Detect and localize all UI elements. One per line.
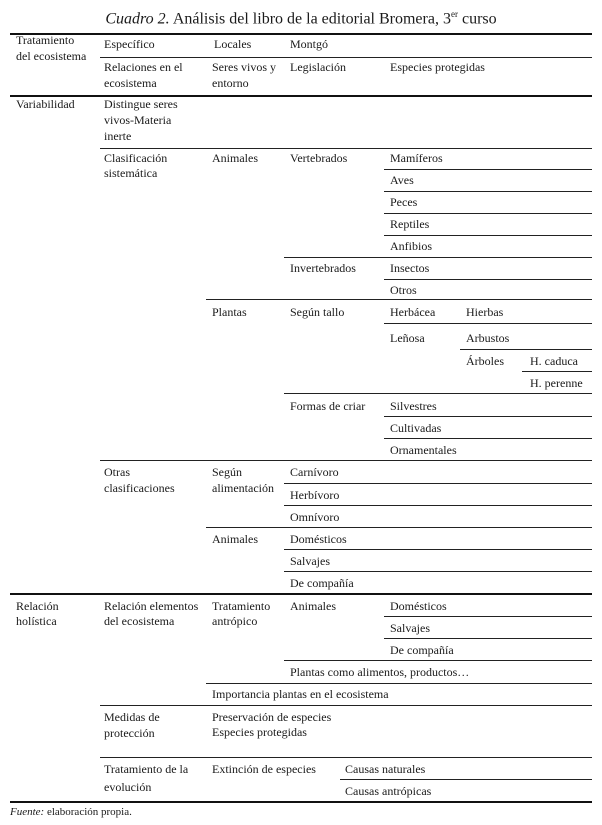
cell: Salvajes — [390, 621, 430, 635]
top-rule — [10, 33, 592, 35]
rule — [384, 213, 592, 214]
cell: Peces — [390, 195, 418, 209]
row-label: holística — [16, 614, 57, 628]
cell: Preservación de especies — [212, 710, 332, 724]
cell: Especies protegidas — [212, 725, 307, 739]
title-suffix: curso — [457, 10, 497, 28]
rule — [100, 148, 592, 149]
cell: Cultivadas — [390, 421, 442, 435]
cell: Legislación — [290, 60, 346, 74]
cell: antrópico — [212, 614, 258, 628]
cell: Formas de criar — [290, 399, 366, 413]
section-rule — [10, 593, 592, 595]
cell: Mamíferos — [390, 151, 443, 165]
cell: ecosistema — [104, 76, 157, 90]
cell: De compañía — [290, 576, 354, 590]
cell: Árboles — [466, 354, 504, 368]
cell: Anfibios — [390, 239, 432, 253]
cell: Leñosa — [390, 331, 425, 345]
cell: Reptiles — [390, 217, 430, 231]
rule — [284, 660, 592, 661]
source-note — [10, 804, 132, 820]
rule — [100, 757, 592, 758]
cell: Clasificación — [104, 151, 168, 165]
cell: Tratamiento — [212, 599, 271, 613]
source-label: Fuente: — [10, 806, 45, 818]
cell: Domésticos — [290, 532, 347, 546]
rule — [384, 438, 592, 439]
cell: Omnívoro — [290, 510, 340, 524]
rule — [460, 349, 592, 350]
cell: Herbácea — [390, 305, 436, 319]
rule — [384, 638, 592, 639]
cell: Especies protegidas — [390, 60, 485, 74]
rule — [384, 235, 592, 236]
rule — [384, 279, 592, 280]
cell: Específico — [104, 37, 155, 51]
rule — [284, 257, 592, 258]
cell: Animales — [290, 599, 336, 613]
row-label: Variabilidad — [16, 97, 75, 111]
cell: Según — [212, 465, 242, 479]
cell: evolución — [104, 780, 152, 794]
cell: Relación elementos — [104, 599, 199, 613]
cell: alimentación — [212, 481, 274, 495]
section-rule — [10, 95, 592, 97]
cell: Plantas — [212, 305, 247, 319]
cell: Locales — [214, 37, 252, 51]
row-label: Relación — [16, 599, 59, 613]
cell: vivos-Materia — [104, 113, 172, 127]
rule — [384, 169, 592, 170]
cell: Medidas de — [104, 710, 160, 724]
cell: Carnívoro — [290, 465, 339, 479]
cell: Aves — [390, 173, 414, 187]
cell: Ornamentales — [390, 443, 457, 457]
rule — [206, 683, 592, 684]
cell: H. caduca — [530, 354, 578, 368]
rule — [384, 191, 592, 192]
title-text: Análisis del libro de la editorial Bromera, 3 — [172, 10, 451, 28]
cell: Silvestres — [390, 399, 437, 413]
cell: Montgó — [290, 37, 329, 51]
cell: del ecosistema — [104, 614, 175, 628]
rule — [384, 323, 592, 324]
table-title — [0, 4, 602, 29]
cell: sistemática — [104, 166, 158, 180]
cell: De compañía — [390, 643, 454, 657]
cell: Otras — [104, 465, 130, 479]
rule — [284, 571, 592, 572]
cell: Extinción de especies — [212, 762, 316, 776]
cell: Hierbas — [466, 305, 504, 319]
cell: Vertebrados — [290, 151, 348, 165]
cell: Relaciones en el — [104, 60, 183, 74]
row-label: Tratamiento — [16, 33, 75, 47]
cell: Animales — [212, 151, 258, 165]
rule — [100, 57, 592, 58]
cell: Causas naturales — [345, 762, 426, 776]
cell: Domésticos — [390, 599, 447, 613]
cell: inerte — [104, 129, 132, 143]
cell: Arbustos — [466, 331, 510, 345]
row-label: del ecosistema — [16, 49, 87, 63]
rule — [284, 549, 592, 550]
rule — [284, 483, 592, 484]
cell: Otros — [390, 283, 417, 297]
rule — [340, 779, 592, 780]
cell: Plantas como alimentos, productos… — [290, 665, 470, 679]
cell: Importancia plantas en el ecosistema — [212, 687, 389, 701]
rule — [384, 416, 592, 417]
cell: H. perenne — [530, 376, 583, 390]
cell: Tratamiento de la — [104, 762, 189, 776]
rule — [100, 460, 592, 461]
cell: Según tallo — [290, 305, 345, 319]
cell: Animales — [212, 532, 258, 546]
rule — [206, 527, 592, 528]
rule — [100, 705, 592, 706]
cell: entorno — [212, 76, 249, 90]
rule — [522, 371, 592, 372]
cell: clasificaciones — [104, 481, 175, 495]
rule — [206, 299, 592, 300]
cell: protección — [104, 726, 155, 740]
cell: Distingue seres — [104, 97, 178, 111]
cell: Salvajes — [290, 554, 330, 568]
cell: Causas antrópicas — [345, 784, 432, 798]
cell: Insectos — [390, 261, 430, 275]
source-text: elaboración propia. — [44, 806, 132, 818]
bottom-rule — [10, 801, 592, 803]
title-prefix: Cuadro 2. — [105, 10, 170, 28]
cell: Invertebrados — [290, 261, 356, 275]
cell: Herbívoro — [290, 488, 340, 502]
rule — [384, 616, 592, 617]
cell: Seres vivos y — [212, 60, 276, 74]
rule — [284, 393, 592, 394]
rule — [284, 505, 592, 506]
title-sup: er — [450, 9, 458, 19]
